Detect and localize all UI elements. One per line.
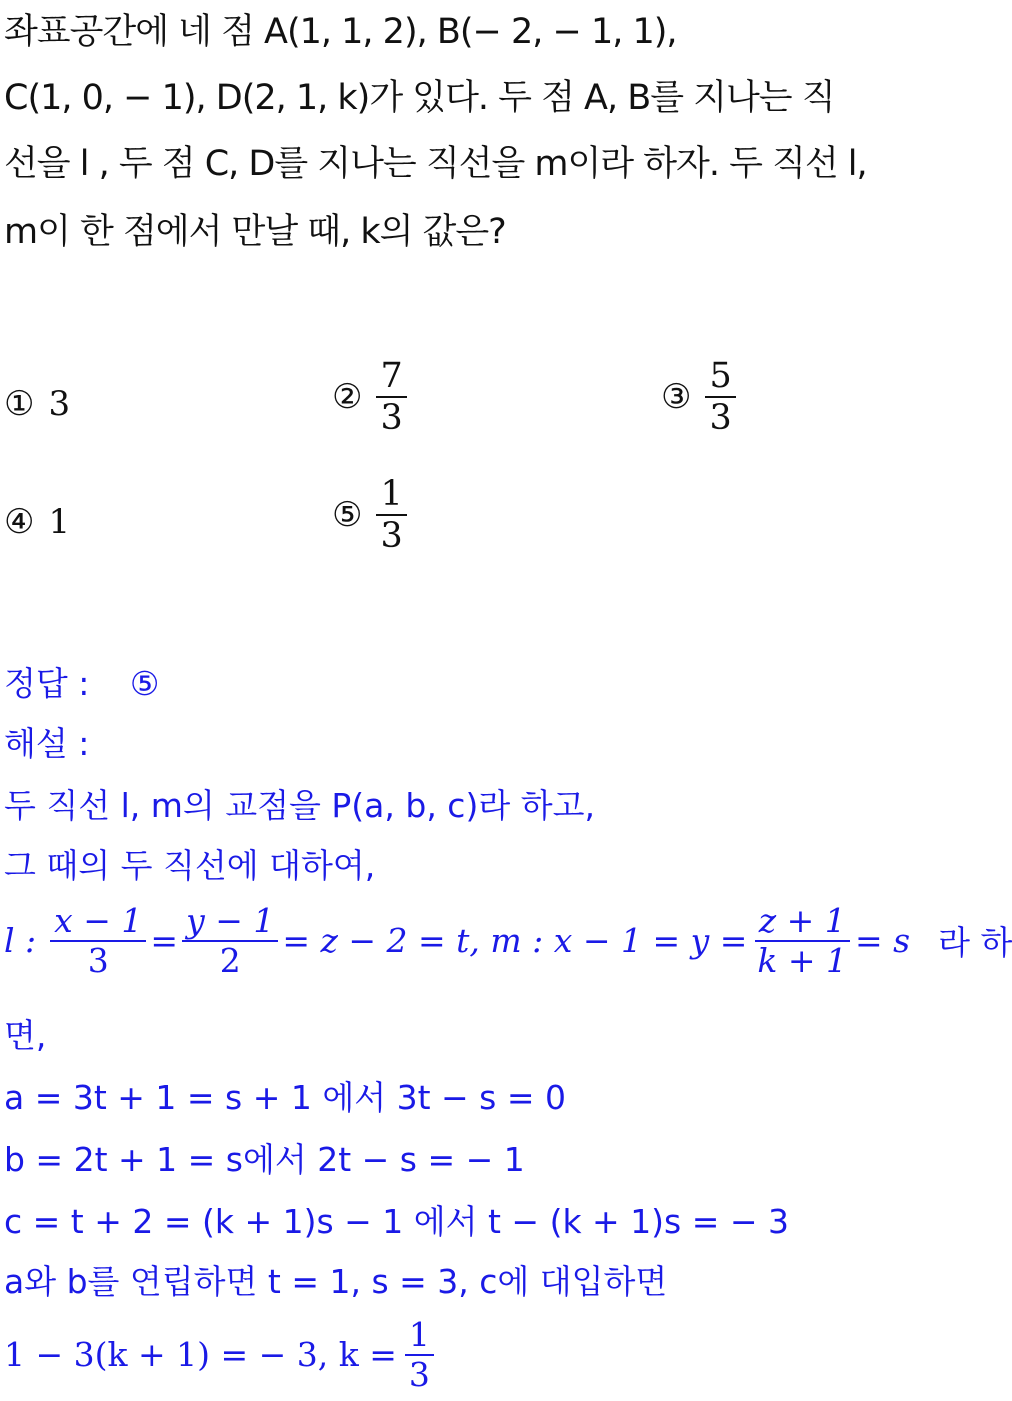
equation-l-label: l : [4,921,37,961]
option-fraction [376,474,406,557]
fraction-x [50,902,146,980]
option-value: 1 [48,502,71,542]
option-3[interactable] [661,356,736,439]
option-2[interactable] [332,356,407,439]
fraction-z [753,902,851,980]
question-line-3: 선을 l , 두 점 C, D를 지나는 직선을 m이라 하자. 두 직선 l, [4,144,867,184]
denominator: 3 [408,1354,430,1394]
question-line-2: C(1, 0, − 1), D(2, 1, k)가 있다. 두 점 A, B를 지나는 직 [4,78,835,118]
explanation-line-3: 면, [4,1016,47,1055]
option-number: ① [4,384,35,424]
explanation-line-1: 두 직선 l, m의 교점을 P(a, b, c)라 하고, [4,786,595,825]
option-number: ③ [661,377,692,418]
final-equation: 1 − 3(k + 1) = − 3, k = [4,1335,397,1375]
question-line-4: m이 한 점에서 만날 때, k의 값은? [4,212,506,252]
answer-line [4,658,159,705]
explanation-line-7: a와 b를 연립하면 t = 1, s = 3, c에 대입하면 [4,1262,668,1301]
option-5[interactable] [332,474,407,557]
numerator: z + 1 [755,902,850,942]
denominator: 3 [380,516,403,557]
explanation-line-8 [4,1316,434,1394]
numerator: 1 [376,474,406,516]
question-line-1: 좌표공간에 네 점 A(1, 1, 2), B(− 2, − 1, 1), [4,12,677,52]
denominator: 3 [87,940,109,980]
explanation-line-4: a = 3t + 1 = s + 1 에서 3t − s = 0 [4,1078,566,1117]
equals-sign: = [150,921,179,961]
answer-value: ⑤ [129,664,160,703]
equation-tail: 라 하 [938,923,1012,963]
option-4[interactable] [4,502,70,542]
option-number: ④ [4,502,35,542]
denominator: 3 [380,398,403,439]
explanation-line-5: b = 2t + 1 = s에서 2t − s = − 1 [4,1140,525,1179]
denominator: 2 [219,940,241,980]
numerator: 7 [376,356,406,398]
fraction-y [182,902,278,980]
numerator: x − 1 [50,902,146,942]
final-fraction [405,1316,434,1394]
explanation-label: 해설 : [4,724,90,763]
numerator: 1 [405,1316,434,1356]
answer-label: 정답 : [4,664,90,703]
option-value: 3 [48,384,71,424]
option-number: ⑤ [332,495,363,536]
option-1[interactable] [4,384,70,424]
explanation-line-6: c = t + 2 = (k + 1)s − 1 에서 t − (k + 1)s = − 3 [4,1202,790,1241]
numerator: y − 1 [182,902,278,942]
option-fraction [705,356,735,439]
explanation-equation [4,902,1012,980]
denominator: k + 1 [757,940,848,980]
denominator: 3 [709,398,732,439]
equation-middle: = z − 2 = t, m : x − 1 = y = [282,921,748,961]
option-fraction [376,356,406,439]
explanation-line-2: 그 때의 두 직선에 대하여, [4,846,376,885]
option-number: ② [332,377,363,418]
equation-end: = s [855,921,911,961]
numerator: 5 [705,356,735,398]
